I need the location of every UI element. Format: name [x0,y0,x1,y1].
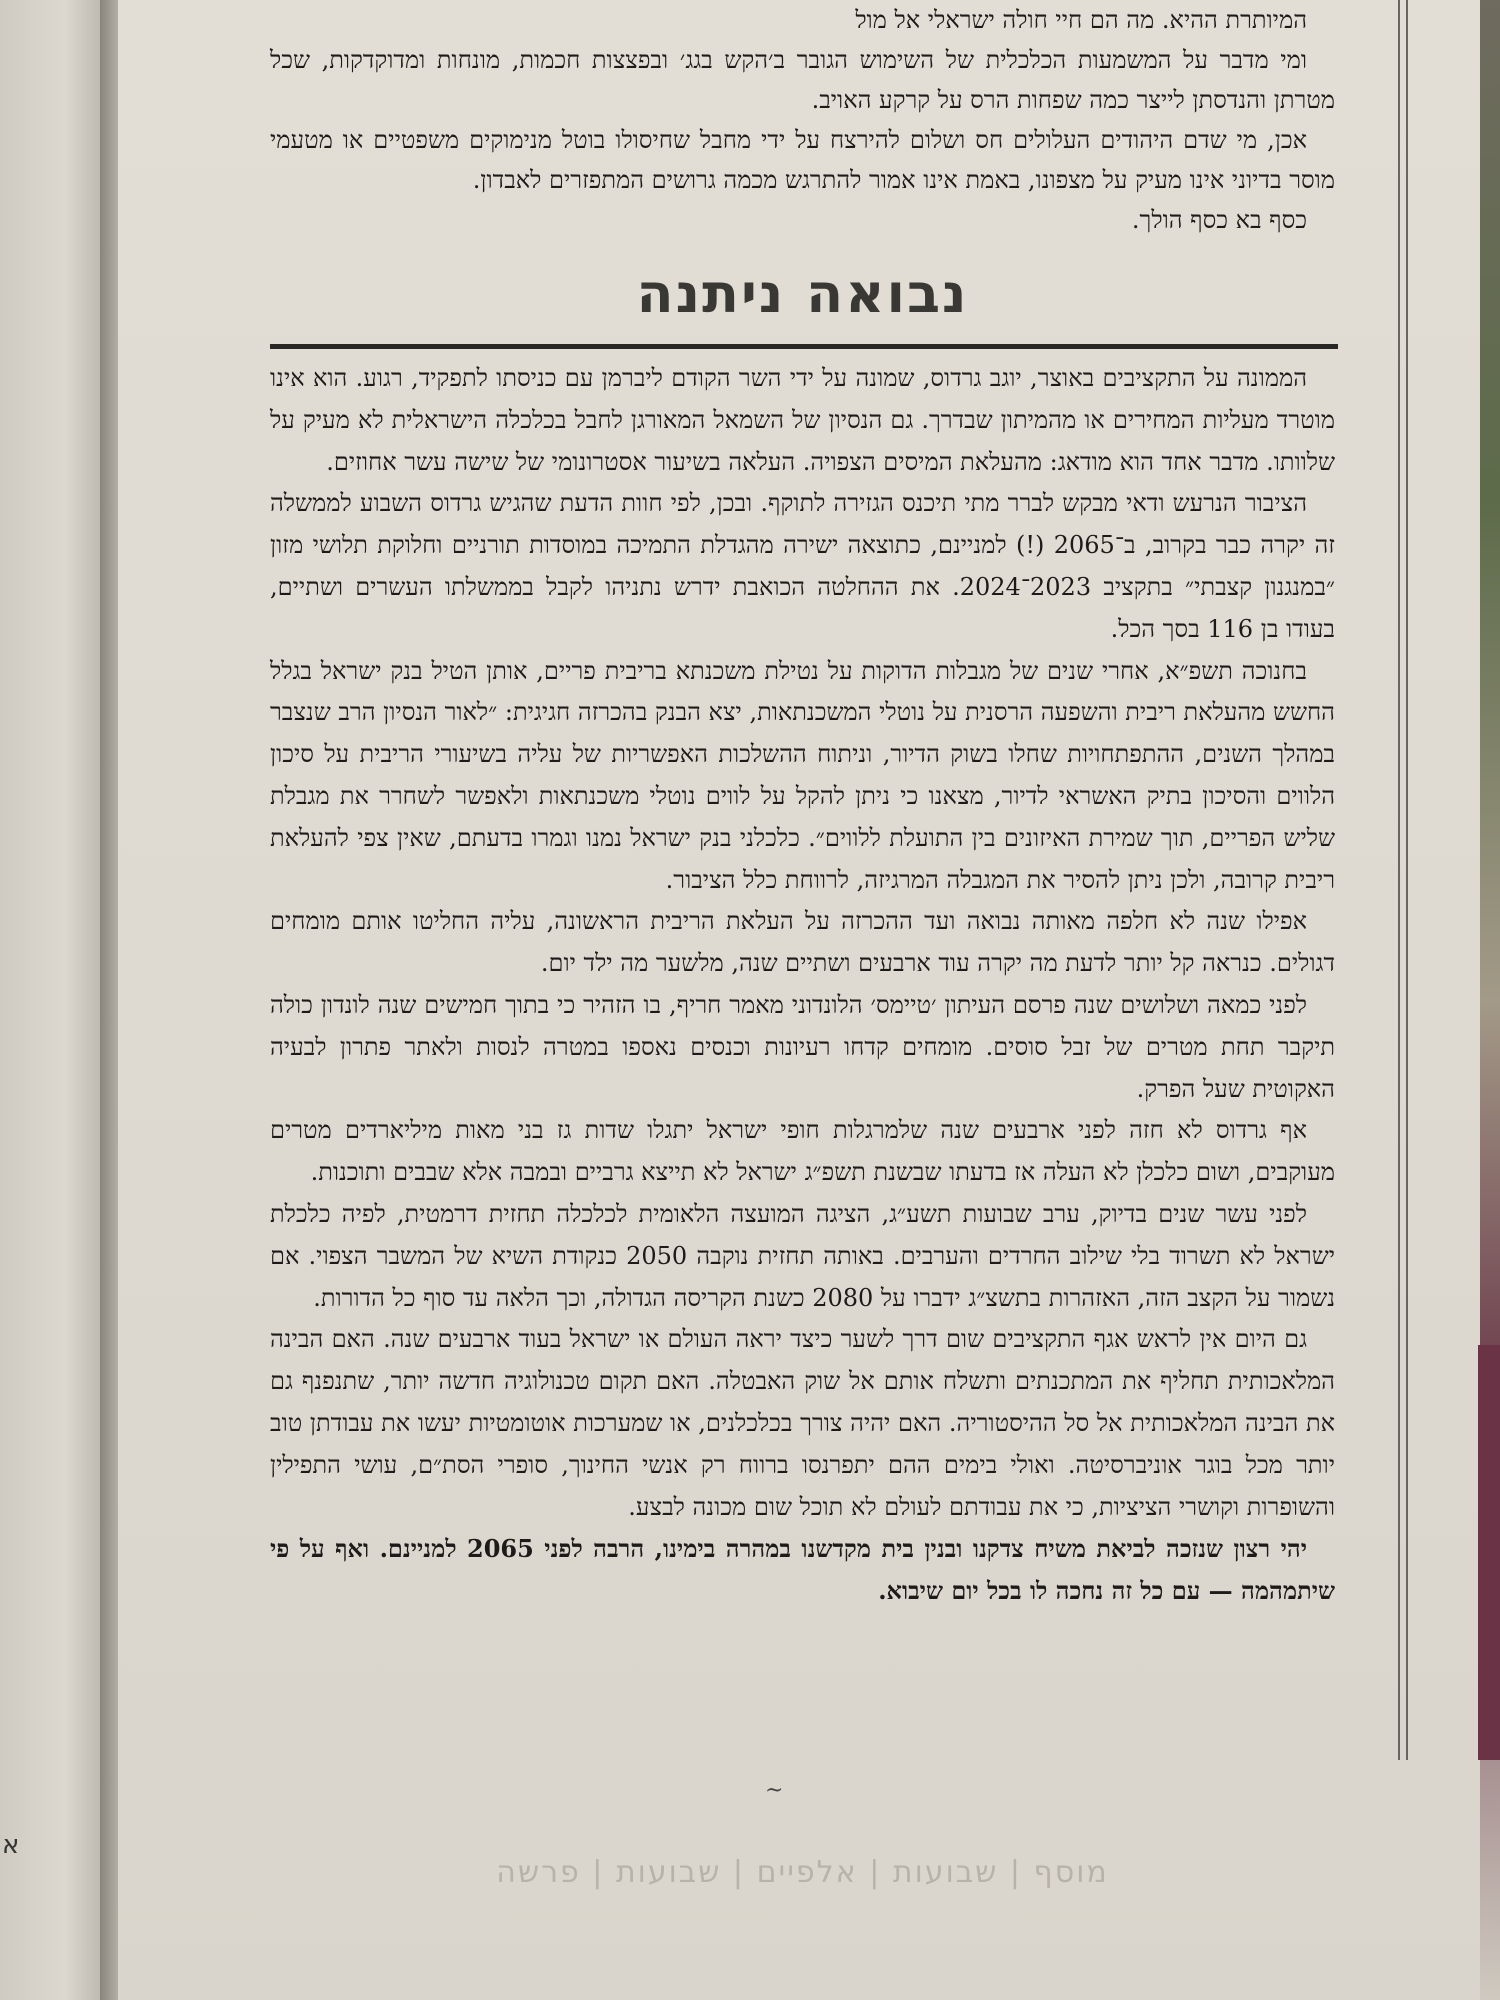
paragraph: אף גרדוס לא חזה לפני ארבעים שנה שלמרגלות חופי ישראל יתגלו שדות גז בני מאות מיליארדים מטרים מעוקבים, ושום כלכלן לא העלה אז בדעתו שבשנת תשפ״ג ישראל לא תייצא גרביים ובמבה אלא שבבים ותוכנות. [270,1116,1335,1187]
paragraph: לפני כמאה ושלושים שנה פרסם העיתון ׳טיימס׳ הלונדוני מאמר חריף, בו הזהיר כי בתוך חמישים שנה לונדון כולה תיקבר תחת מטרים של זבל סוסים. מומחים קדחו רעיונות וכנסים נאספו במטרה לנסות ולאתר פתרון לבעיה האקוטית שעל הפרק. [270,990,1335,1103]
paragraph: הציבור הנרעש ודאי מבקש לברר מתי תיכנס הגזירה לתוקף. ובכן, לפי חוות הדעת שהגיש גרדוס השבוע לממשלה זה יקרה כבר בקרוב, ב־2065 (!) למניינם, כתוצאה ישירה מהגדלת התמיכה במוסדות תורניים וחלוקת תלושי מזון ״במנגנון קצבתי״ בתקציב 2023־2024. את ההחלטה הכואבת ידרש נתניהו לקבל בממשלתו העשרים ושתיים, בעודו בן 116 בסך הכל. [270,489,1335,643]
paragraph: לפני עשר שנים בדיוק, ערב שבועות תשע״ג, הציגה המועצה הלאומית לכלכלה תחזית דרמטית, לפיה כלכלת ישראל לא תשרוד בלי שילוב החרדים והערבים. באותה תחזית נוקבה 2050 כנקודת השיא של המשבר הצפוי. אם נשמור על הקצב הזה, האזהרות בתשצ״ג ידברו על 2080 כשנת הקריסה הגדולה, וכך הלאה עד סוף כל הדורות. [270,1199,1335,1312]
show-through-header: מוסף | שבועות | אלפיים | שבועות | פרשה [496,1855,1109,1890]
adjacent-left-page [0,0,108,2000]
left-page-fragment: א [2,1830,20,1860]
paragraph: אפילו שנה לא חלפה מאותה נבואה ועד ההכרזה על העלאת הריבית הראשונה, עליה החליטו אותם מומחים דגולים. כנראה קל יותר לדעת מה יקרה עוד ארבעים ושתיים שנה, מלשער מה ילד יום. [270,907,1335,978]
article-headline: נבואה ניתנה [636,262,969,325]
column-rule [1406,0,1408,1760]
previous-article-ending [270,0,1335,240]
paragraph: אכן, מי שדם היהודים העלולים חס ושלום להירצח על ידי מחבל שחיסולו בוטל מנימוקים משפטיים או מטעמי מוסר בדיוני אינו מעיק על מצפונו, באמת אינו אמור להתרגש מכמה גרושים המתפזרים לאבדון. [270,126,1335,194]
adjacent-color-block [1478,1345,1500,1760]
paragraph: המיותרת ההיא. מה הם חיי חולה ישראלי אל מול [855,6,1307,34]
paragraph: גם היום אין לראש אגף התקציבים שום דרך לשער כיצד יראה העולם או ישראל בעוד ארבעים שנה. האם הבינה המלאכותית תחליף את המתכנתים ותשלח אותם אל שוק האבטלה. האם תקום טכנולוגיה חדשה יותר, שתנפנף גם את הבינה המלאכותית אל סל ההיסטוריה. האם יהיה צורך בכלכלנים, או שמערכות אוטומטיות יעשו את עבודתן טוב יותר מכל בוגר אוניברסיטה. ואולי בימים ההם יתפרנסו ברווח רק אנשי החינוך, סופרי הסת״ם, עושי התפילין והשופרות וקושרי הציציות, כי את עבודתם לעולם לא תוכל שום מכונה לבצע. [270,1325,1335,1521]
column-rule [1398,0,1400,1760]
closing-paragraph: יהי רצון שנזכה לביאת משיח צדקנו ובנין בית מקדשנו במהרה בימינו, הרבה לפני 2065 למניינם. ואף על פי שיתמהמה — עם כל זה נחכה לו בכל יום שיבוא. [270,1534,1335,1606]
paragraph: בחנוכה תשפ״א, אחרי שנים של מגבלות הדוקות על נטילת משכנתא בריבית פריים, אותן הטיל בנק ישראל בגלל החשש מהעלאת ריבית והשפעה הרסנית על נוטלי המשכנתאות, יצא הבנק בהכרזה חגיגית: ״לאור הנסיון הרב שנצבר במהלך השנים, ההתפתחויות שחלו בשוק הדיור, וניתוח ההשלכות האפשריות של עליה בשיעורי הריבית על סיכון הלווים והסיכון בתיק האשראי לדיור, מצאנו כי ניתן להקל על לווים נוטלי משכנתאות ולאפשר לשחרר את מגבלת שליש הפריים, תוך שמירת האיזונים בין התועלת ללווים״. כלכלני בנק ישראל נמנו וגמרו בדעתם, שאין צפי להעלאת ריבית קרובה, ולכן ניתן להסיר את המגבלה המרגיזה, לרווחת כלל הציבור. [270,656,1336,894]
paragraph: ומי מדבר על המשמעות הכלכלית של השימוש הגובר ב׳הקש בגג׳ ובפצצות חכמות, מונחות ומדוקדקות, שכל מטרתן והנדסתן לייצר כמה שפחות הרס על קרקע האויב. [270,46,1335,114]
article-end-mark: ~ [765,1778,784,1803]
paragraph: הממונה על התקציבים באוצר, יוגב גרדוס, שמונה על ידי השר הקודם ליברמן עם כניסתו לתפקיד, רגוע. הוא אינו מוטרד מעליות המחירים או מהמיתון שבדרך. גם הנסיון של השמאל המאורגן לחבל בכלכלה הישראלית לא מעיק על שלוותו. מדבר אחד הוא מודאג: מהעלאת המיסים הצפויה. העלאה בשיעור אסטרונומי של שישה עשר אחוזים. [270,364,1335,476]
article-body [270,358,1335,1612]
headline-rule [270,344,1338,349]
paragraph: כסף בא כסף הולך. [1131,206,1307,234]
